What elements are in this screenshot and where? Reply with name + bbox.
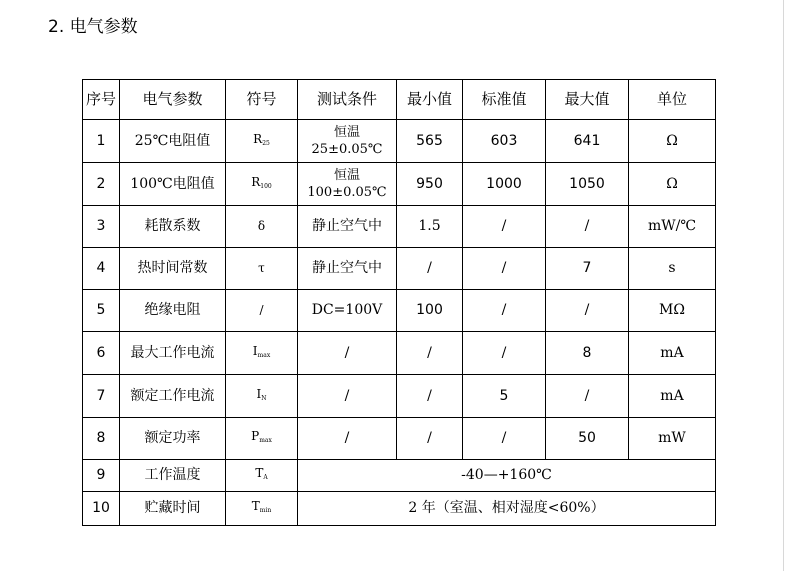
symbol (226, 163, 298, 206)
header-cell: 标准值 (463, 80, 546, 120)
row-number: 2 (83, 163, 120, 206)
min-value: / (397, 332, 463, 375)
symbol (226, 290, 298, 332)
unit: mW/℃ (629, 206, 716, 248)
electrical-parameters-table (82, 79, 716, 526)
unit: mA (629, 332, 716, 375)
row-number: 6 (83, 332, 120, 375)
symbol (226, 248, 298, 290)
symbol-subscript: 100 (260, 182, 272, 190)
table-row (83, 163, 716, 206)
max-value: / (546, 375, 629, 418)
header-cell: 单位 (629, 80, 716, 120)
symbol-subscript: N (261, 394, 267, 402)
max-value: / (546, 206, 629, 248)
test-condition: / (298, 418, 397, 460)
unit: s (629, 248, 716, 290)
header-cell: 序号 (83, 80, 120, 120)
header-cell: 最大值 (546, 80, 629, 120)
parameter-name: 额定功率 (120, 418, 226, 460)
parameter-name: 额定工作电流 (120, 375, 226, 418)
standard-value: / (463, 206, 546, 248)
min-value: 565 (397, 120, 463, 163)
symbol-main: P (251, 429, 260, 443)
header-cell: 最小值 (397, 80, 463, 120)
symbol-main: T (251, 499, 260, 513)
symbol-subscript: max (257, 351, 271, 359)
symbol (226, 460, 298, 492)
merged-value: 2 年（室温、相对湿度<60%） (298, 492, 716, 526)
symbol-main: δ (257, 219, 266, 233)
table-row (83, 460, 716, 492)
table-row (83, 375, 716, 418)
test-condition: 静止空气中 (298, 206, 397, 248)
table-header-row (83, 80, 716, 120)
unit: Ω (629, 120, 716, 163)
symbol-main: τ (258, 261, 265, 275)
unit: mA (629, 375, 716, 418)
test-condition: / (298, 332, 397, 375)
row-number: 7 (83, 375, 120, 418)
row-number: 9 (83, 460, 120, 492)
row-number: 10 (83, 492, 120, 526)
standard-value: / (463, 290, 546, 332)
table-row (83, 120, 716, 163)
table-row (83, 418, 716, 460)
symbol-main: I (256, 386, 262, 401)
max-value: 50 (546, 418, 629, 460)
header-cell: 电气参数 (120, 80, 226, 120)
symbol (226, 332, 298, 375)
test-condition: / (298, 375, 397, 418)
header-cell: 符号 (226, 80, 298, 120)
parameter-name: 工作温度 (120, 460, 226, 492)
min-value: 1.5 (397, 206, 463, 248)
parameter-name: 热时间常数 (120, 248, 226, 290)
min-value: 100 (397, 290, 463, 332)
test-condition-line1: 恒温 (333, 125, 360, 140)
unit: Ω (629, 163, 716, 206)
standard-value: / (463, 418, 546, 460)
standard-value: / (463, 332, 546, 375)
table-row (83, 290, 716, 332)
symbol (226, 492, 298, 526)
unit: mW (629, 418, 716, 460)
test-condition: DC=100V (298, 290, 397, 332)
symbol (226, 206, 298, 248)
table-row (83, 492, 716, 526)
standard-value: 1000 (463, 163, 546, 206)
max-value: 8 (546, 332, 629, 375)
page-edge-divider (783, 0, 784, 571)
symbol (226, 120, 298, 163)
max-value: / (546, 290, 629, 332)
parameter-name: 100℃电阻值 (120, 163, 226, 206)
row-number: 1 (83, 120, 120, 163)
max-value: 1050 (546, 163, 629, 206)
min-value: / (397, 418, 463, 460)
row-number: 4 (83, 248, 120, 290)
table-row (83, 248, 716, 290)
test-condition-line2: 25±0.05℃ (311, 142, 383, 157)
merged-value: -40—+160℃ (298, 460, 716, 492)
symbol-main: / (259, 303, 264, 317)
min-value: / (397, 375, 463, 418)
parameter-name: 25℃电阻值 (120, 120, 226, 163)
symbol-subscript: A (263, 474, 268, 481)
min-value: / (397, 248, 463, 290)
min-value: 950 (397, 163, 463, 206)
test-condition-line2: 100±0.05℃ (307, 185, 387, 200)
symbol-main: T (255, 466, 264, 480)
unit: MΩ (629, 290, 716, 332)
standard-value: 603 (463, 120, 546, 163)
symbol-subscript: 25 (262, 139, 270, 147)
row-number: 8 (83, 418, 120, 460)
symbol-main: R (251, 174, 261, 189)
row-number: 5 (83, 290, 120, 332)
symbol (226, 375, 298, 418)
parameter-name: 绝缘电阻 (120, 290, 226, 332)
standard-value: 5 (463, 375, 546, 418)
test-condition: 静止空气中 (298, 248, 397, 290)
row-number: 3 (83, 206, 120, 248)
test-condition (298, 120, 397, 163)
symbol (226, 418, 298, 460)
header-cell: 测试条件 (298, 80, 397, 120)
max-value: 7 (546, 248, 629, 290)
max-value: 641 (546, 120, 629, 163)
table-row (83, 206, 716, 248)
section-title: 2. 电气参数 (48, 17, 138, 37)
parameter-name: 最大工作电流 (120, 332, 226, 375)
symbol-main: R (253, 131, 263, 146)
test-condition (298, 163, 397, 206)
test-condition-line1: 恒温 (333, 168, 360, 183)
symbol-subscript: min (259, 507, 272, 514)
symbol-subscript: max (259, 437, 272, 444)
parameter-name: 耗散系数 (120, 206, 226, 248)
standard-value: / (463, 248, 546, 290)
table-row (83, 332, 716, 375)
symbol-main: I (252, 343, 258, 358)
parameter-name: 贮藏时间 (120, 492, 226, 526)
